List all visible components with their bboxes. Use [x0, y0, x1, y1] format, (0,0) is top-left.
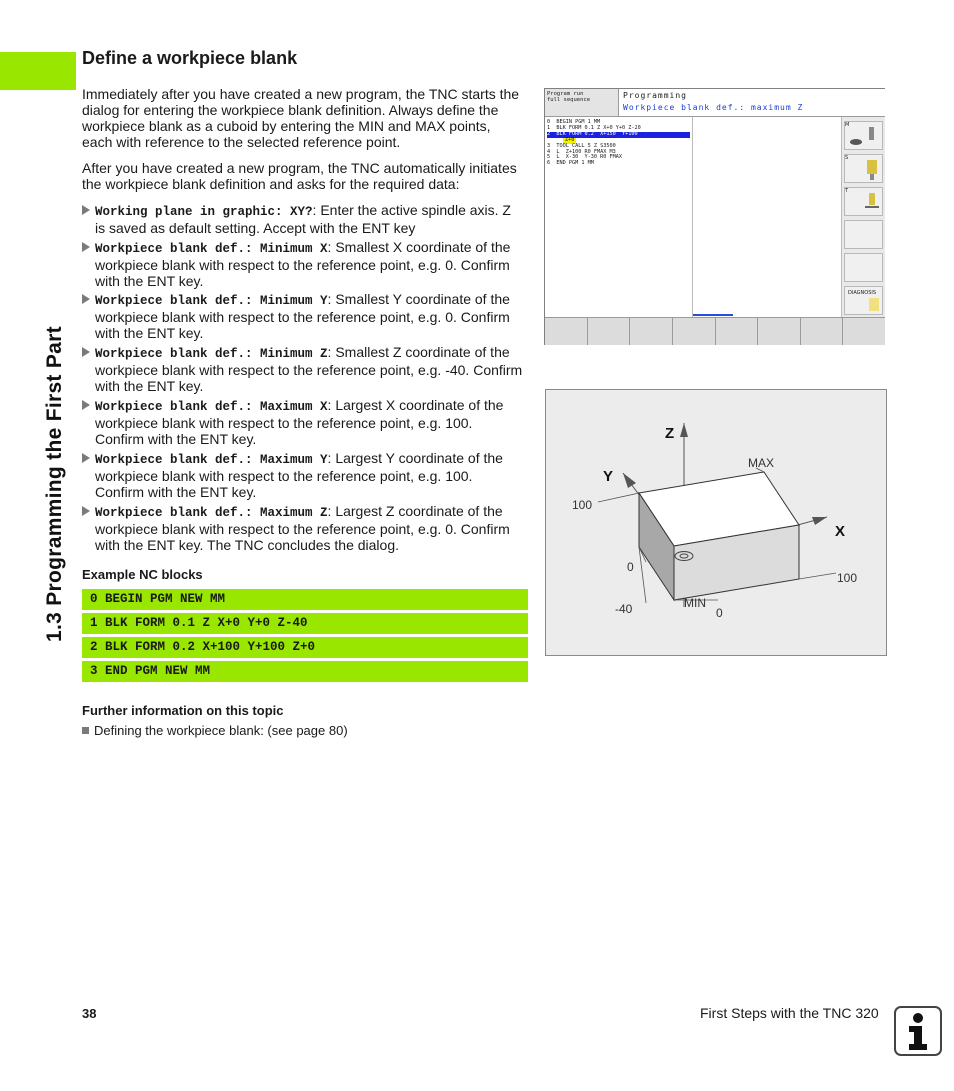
label-max: MAX — [748, 456, 775, 470]
bullet-text: : Largest Y coordinate of the workpiece blank with respect to the reference point, e.g. 100. Confirm with the ENT key. — [95, 450, 503, 500]
dialog-paragraph: After you have created a new program, the TNC automatically initiates the workpiece blank definition and asks for the required data: — [82, 160, 517, 192]
program-line: 6 END PGM 1 MM — [547, 160, 594, 167]
softkey-m: M — [844, 121, 883, 150]
section-heading: Define a workpiece blank — [82, 48, 298, 68]
info-icon — [894, 1006, 942, 1056]
bullet-text: : Largest Z coordinate of the workpiece blank with respect to the reference point, e.g. 0. Confirm with the ENT key. The TNC concludes the dialog. — [95, 503, 510, 553]
dialog-prompt: Workpiece blank def.: Minimum Y — [95, 294, 328, 308]
square-bullet-icon — [82, 727, 89, 734]
dialog-prompt: Workpiece blank def.: Maximum Z — [95, 506, 328, 520]
bullet-item — [82, 291, 524, 341]
softkey-blank — [844, 220, 883, 249]
workpiece-blank-diagram — [545, 389, 887, 656]
dialog-prompt: Workpiece blank def.: Maximum X — [95, 400, 328, 414]
side-tab-title: 1.3 Programming the First Part — [43, 326, 66, 642]
bullet-item — [82, 397, 524, 447]
screen-mode-line: full sequence — [547, 97, 591, 103]
program-line: 4 L Z+100 R0 FMAX M3 — [547, 148, 616, 155]
bullet-item — [82, 344, 524, 394]
bullet-text: : Smallest Z coordinate of the workpiece blank with respect to the reference point, e.g. -40. Confirm with the ENT key. — [95, 344, 523, 394]
triangle-bullet-icon — [82, 294, 90, 304]
screen-bottom-softkeys — [545, 317, 885, 345]
further-info-item[interactable] — [82, 723, 348, 738]
program-line-selected: 2 BLK FORM 0.2 X+150 Y+100 — [547, 132, 690, 138]
triangle-bullet-icon — [82, 205, 90, 215]
footer-title: First Steps with the TNC 320 — [700, 1005, 879, 1021]
side-tab-marker — [0, 52, 76, 90]
bullet-text: : Smallest Y coordinate of the workpiece blank with respect to the reference point, e.g. 0. Confirm with the ENT key. — [95, 291, 510, 341]
program-line: 0 BEGIN PGM 1 MM — [547, 119, 601, 125]
screen-dialog-prompt: Workpiece blank def.: maximum Z — [623, 103, 804, 112]
bullet-text: : Largest X coordinate of the workpiece blank with respect to the reference point, e.g. 100. Confirm with the ENT key. — [95, 397, 504, 447]
tick-x-100: 100 — [837, 571, 858, 585]
triangle-bullet-icon — [82, 453, 90, 463]
screen-header — [619, 89, 885, 117]
softkey-diagnosis: DIAGNOSIS — [844, 286, 883, 315]
triangle-bullet-icon — [82, 347, 90, 357]
nc-block-row: 2 BLK FORM 0.2 X+100 Y+100 Z+0 — [82, 637, 528, 658]
tick-x-0: 0 — [716, 606, 723, 620]
further-info-link[interactable]: Defining the workpiece blank: (see page 80) — [94, 723, 348, 738]
triangle-bullet-icon — [82, 400, 90, 410]
softkey-t: T — [844, 187, 883, 216]
axis-label-z: Z — [665, 425, 675, 442]
dialog-prompt: Working plane in graphic: XY? — [95, 205, 313, 219]
nc-block-row: 1 BLK FORM 0.1 Z X+0 Y+0 Z-40 — [82, 613, 528, 634]
program-line-input: Z+0 — [565, 136, 575, 143]
program-line: 1 BLK FORM 0.1 Z X+0 Y+0 Z-20 — [547, 124, 641, 131]
bullet-text: : Smallest X coordinate of the workpiece blank with respect to the reference point, e.g. 0. Confirm with the ENT key. — [95, 239, 511, 289]
screen-graphic-window — [693, 117, 841, 317]
dialog-prompt: Workpiece blank def.: Minimum Z — [95, 347, 328, 361]
bullet-item — [82, 202, 524, 236]
nc-block-row: 0 BEGIN PGM NEW MM — [82, 589, 528, 610]
axis-label-y: Y — [603, 468, 614, 485]
screen-mode-box — [545, 89, 619, 117]
page-number: 38 — [82, 1006, 97, 1021]
bullet-item — [82, 450, 524, 500]
intro-paragraph: Immediately after you have created a new program, the TNC starts the dialog for entering the workpiece blank definition. Always define the workpiece blank as a cuboid by entering the MIN and MAX points, each with reference to the selected reference point. — [82, 86, 520, 150]
softkey-s: S — [844, 154, 883, 183]
dialog-prompt: Workpiece blank def.: Minimum X — [95, 242, 328, 256]
triangle-bullet-icon — [82, 506, 90, 516]
further-info-heading: Further information on this topic — [82, 703, 284, 718]
screen-mode-line: Program run — [547, 91, 584, 97]
screen-mode-title: Programming — [623, 91, 687, 100]
example-heading: Example NC blocks — [82, 567, 203, 582]
label-min: MIN — [684, 596, 706, 610]
triangle-bullet-icon — [82, 242, 90, 252]
program-line: 5 L X-30 Y-30 R0 FMAX — [547, 154, 622, 161]
bullet-item — [82, 239, 524, 289]
dialog-prompt: Workpiece blank def.: Maximum Y — [95, 453, 328, 467]
screen-program-window — [545, 117, 693, 317]
screen-side-softkeys — [841, 117, 885, 317]
bullet-item — [82, 503, 524, 553]
bullet-text: : Enter the active spindle axis. Z is saved as default setting. Accept with the ENT key — [95, 202, 511, 236]
tnc-screenshot — [544, 88, 885, 345]
program-line: 3 TOOL CALL 5 Z S3500 — [547, 142, 616, 149]
tick-z-0: 0 — [627, 560, 634, 574]
tick-z-neg40: -40 — [615, 602, 633, 616]
nc-block-row: 3 END PGM NEW MM — [82, 661, 528, 682]
axis-label-x: X — [835, 523, 846, 540]
tick-y-100: 100 — [572, 498, 593, 512]
softkey-blank — [844, 253, 883, 282]
